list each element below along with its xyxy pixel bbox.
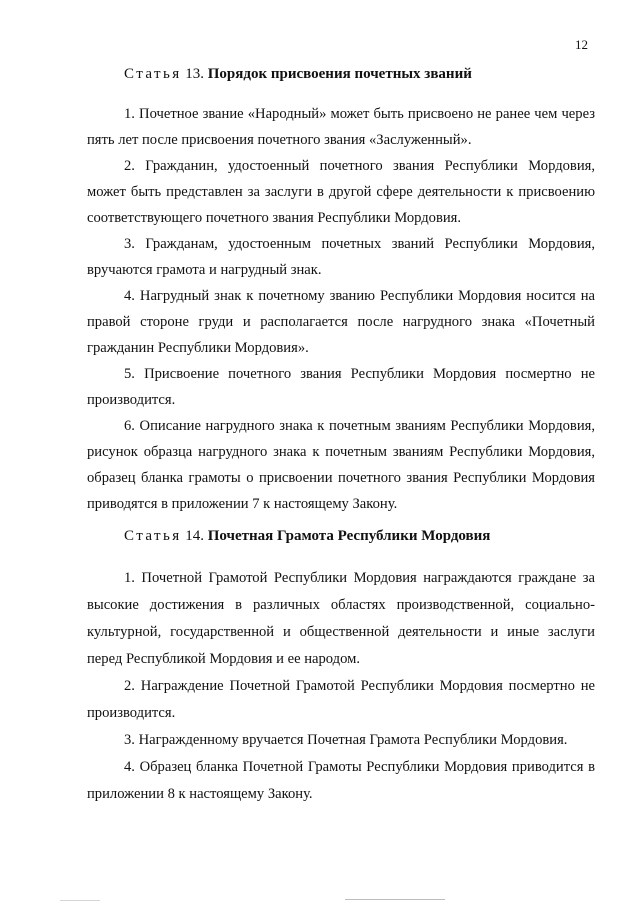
article-number: 13. [181, 66, 205, 82]
paragraph: 3. Гражданам, удостоенным почетных званий Республики Мордовия, вручаются грамота и нагрудный знак. [87, 236, 595, 278]
article-title: Порядок присвоения почетных званий [207, 66, 472, 82]
page-number: 12 [575, 37, 588, 52]
paragraph: 1. Почетной Грамотой Республики Мордовия награждаются граждане за высокие достижения в различных областях производственной, социально-культурной, государственной и общественной деятельности и иные заслуги перед Республикой Мордовия и ее народом. [87, 570, 595, 667]
paragraph: 6. Описание нагрудного знака к почетным званиям Республики Мордовия, рисунок образца нагрудного знака к почетным званиям Республики Мордовия, образец бланка грамоты о присвоении почетного звания Республики Мордовия приводятся в приложении 7 к настоящему Закону. [87, 418, 595, 512]
paragraph: 4. Нагрудный знак к почетному званию Республики Мордовия носится на правой стороне груди и располагается после нагрудного знака «Почетный гражданин Республики Мордовия». [87, 288, 595, 356]
article-13 [87, 64, 595, 517]
article-heading [87, 64, 595, 84]
article-label: Статья [124, 528, 182, 544]
paragraph: 5. Присвоение почетного звания Республики Мордовия посмертно не производится. [87, 366, 595, 408]
paragraph: 3. Награжденному вручается Почетная Грамота Республики Мордовия. [124, 732, 568, 748]
scan-artifact [60, 900, 100, 901]
article-number: 14. [181, 528, 205, 544]
paragraph: 1. Почетное звание «Народный» может быть присвоено не ранее чем через пять лет после присвоения почетного звания «Заслуженный». [87, 106, 595, 148]
paragraph: 4. Образец бланка Почетной Грамоты Республики Мордовия приводится в приложении 8 к настоящему Закону. [87, 759, 595, 802]
article-label: Статья [124, 66, 182, 82]
article-heading [87, 526, 595, 546]
article-14 [87, 526, 595, 808]
scan-artifact [345, 899, 445, 900]
paragraph: 2. Гражданин, удостоенный почетного звания Республики Мордовия, может быть представлен за заслуги в другой сфере деятельности к присвоению соответствующего почетного звания Республики Мордовия. [87, 158, 595, 226]
paragraph: 2. Награждение Почетной Грамотой Республики Мордовия посмертно не производится. [87, 678, 595, 721]
article-title: Почетная Грамота Республики Мордовия [207, 528, 491, 544]
